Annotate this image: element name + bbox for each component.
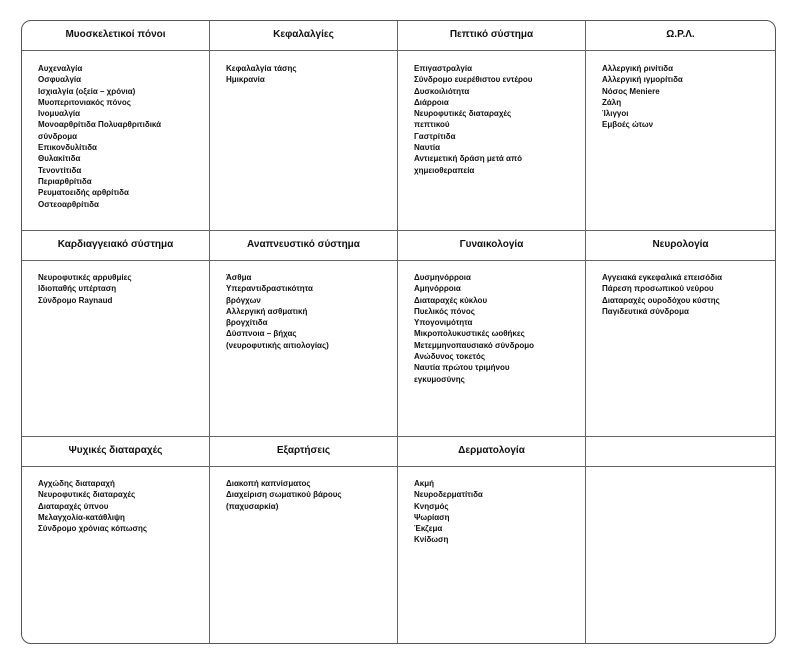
condition-item: Αμηνόρροια	[414, 284, 461, 294]
condition-item: Ίλιγγοι	[602, 109, 629, 119]
condition-item: Σύνδρομο ευερέθιστου εντέρου	[414, 75, 533, 85]
condition-item: Νευροφυτικές διαταραχές	[414, 109, 512, 119]
condition-item: Αλλεργική ασθματική	[226, 306, 308, 316]
condition-item: σύνδρομα	[38, 131, 78, 141]
condition-list	[210, 261, 397, 351]
condition-list	[586, 467, 775, 478]
condition-item: Αλλεργική ρινίτιδα	[602, 64, 674, 73]
category-cell	[398, 437, 586, 643]
condition-item: Μυοπεριτονιακός πόνος	[38, 97, 131, 107]
condition-list	[210, 467, 397, 512]
condition-item: Περιαρθρίτιδα	[38, 176, 92, 186]
category-title: Αναπνευστικό σύστημα	[210, 231, 397, 261]
category-cell	[586, 231, 775, 437]
category-cell	[22, 437, 210, 643]
condition-item: Επιγαστραλγία	[414, 64, 472, 73]
condition-item: Διαταραχές ουροδόχου κύστης	[602, 295, 720, 305]
condition-item: Οστεοαρθρίτιδα	[38, 199, 99, 209]
condition-item: Διαταραχές ύπνου	[38, 501, 109, 511]
condition-item: βρόγχων	[226, 295, 261, 305]
condition-item: Ψωρίαση	[414, 512, 450, 522]
condition-item: Πυελικός πόνος	[414, 306, 475, 316]
condition-item: Γαστρίτιδα	[414, 131, 456, 141]
condition-item: Αλλεργική ιγμορίτιδα	[602, 75, 683, 85]
condition-item: Σύνδρομο Raynaud	[38, 295, 113, 305]
condition-item: Αγγειακά εγκεφαλικά επεισόδια	[602, 273, 723, 282]
condition-list	[586, 51, 775, 131]
condition-item: Τενοντίτιδα	[38, 165, 82, 175]
condition-item: Ναυτία πρώτου τριμήνου	[414, 363, 510, 373]
condition-item: Εμβοές ώτων	[602, 120, 654, 130]
condition-item: Διάρροια	[414, 97, 449, 107]
condition-item: Διαταραχές κύκλου	[414, 295, 488, 305]
category-title: Νευρολογία	[586, 231, 775, 261]
condition-list	[22, 467, 209, 534]
condition-item: Οσφυαλγία	[38, 75, 82, 85]
category-cell	[586, 437, 775, 643]
condition-item: Ναυτία	[414, 143, 441, 153]
condition-item: Νευροφυτικές διαταραχές	[38, 490, 136, 500]
category-cell	[22, 231, 210, 437]
condition-item: Νευροδερματίτιδα	[414, 490, 483, 500]
conditions-table	[21, 20, 776, 644]
condition-item: Ζάλη	[602, 97, 622, 107]
condition-item: Ρευματοειδής αρθρίτιδα	[38, 188, 129, 198]
condition-list	[210, 51, 397, 86]
category-title: Γυναικολογία	[398, 231, 585, 261]
category-title: Ω.Ρ.Λ.	[586, 21, 775, 51]
category-cell	[398, 21, 586, 231]
condition-item: Ημικρανία	[226, 75, 265, 85]
condition-item: Κνίδωση	[414, 535, 449, 545]
category-cell	[210, 21, 398, 231]
condition-item: Παγιδευτικά σύνδρομα	[602, 306, 689, 316]
condition-item: Διακοπή καπνίσματος	[226, 479, 311, 488]
condition-item: Ινομυαλγία	[38, 109, 81, 119]
condition-item: Υπογονιμότητα	[414, 318, 473, 328]
condition-item: βρογχίτιδα	[226, 318, 268, 328]
condition-item: Μετεμμηνοπαυσιακό σύνδρομο	[414, 340, 535, 350]
condition-item: Πάρεση προσωπικού νεύρου	[602, 284, 714, 294]
condition-item: Άσθμα	[226, 273, 252, 282]
category-title: Εξαρτήσεις	[210, 437, 397, 467]
category-title	[586, 437, 775, 467]
condition-item: Αυχεναλγία	[38, 64, 83, 73]
category-title: Πεπτικό σύστημα	[398, 21, 585, 51]
category-cell	[210, 231, 398, 437]
condition-item: Αντιεμετική δράση μετά από	[414, 154, 522, 164]
category-title: Μυοσκελετικοί πόνοι	[22, 21, 209, 51]
condition-item: (νευροφυτικής αιτιολογίας)	[226, 340, 329, 350]
condition-list	[22, 261, 209, 306]
condition-list	[398, 51, 585, 176]
condition-item: Μονοαρθρίτιδα Πολυαρθριτιδικά	[38, 120, 162, 130]
condition-item: εγκυμοσύνης	[414, 374, 465, 384]
condition-item: Ανώδυνος τοκετός	[414, 352, 486, 362]
condition-list	[398, 261, 585, 385]
condition-item: πεπτικού	[414, 120, 450, 130]
condition-item: Νόσος Meniere	[602, 86, 660, 96]
condition-item: Ιδιοπαθής υπέρταση	[38, 284, 117, 294]
condition-item: Νευροφυτικές αρρυθμίες	[38, 273, 132, 282]
condition-item: Κνησμός	[414, 501, 449, 511]
condition-list	[398, 467, 585, 546]
condition-list	[22, 51, 209, 210]
condition-item: Δύσπνοια – βήχας	[226, 329, 297, 339]
condition-item: Υπεραντιδραστικότητα	[226, 284, 313, 294]
condition-item: Μικροπολυκυστικές ωοθήκες	[414, 329, 525, 339]
category-title: Κεφαλαλγίες	[210, 21, 397, 51]
category-cell	[586, 21, 775, 231]
condition-item: Επικονδυλίτιδα	[38, 143, 97, 153]
condition-list	[586, 261, 775, 317]
condition-item: Ακμή	[414, 479, 435, 488]
condition-item: Κεφαλαλγία τάσης	[226, 64, 297, 73]
condition-item: (παχυσαρκία)	[226, 501, 279, 511]
category-cell	[210, 437, 398, 643]
category-title: Ψυχικές διαταραχές	[22, 437, 209, 467]
condition-item: Δυσκοιλιότητα	[414, 86, 470, 96]
category-title: Δερματολογία	[398, 437, 585, 467]
condition-item: Αγχώδης διαταραχή	[38, 479, 115, 488]
condition-item: Δυσμηνόρροια	[414, 273, 471, 282]
category-cell	[398, 231, 586, 437]
condition-item: Σύνδρομο χρόνιας κόπωσης	[38, 524, 148, 534]
condition-item: Θυλακίτιδα	[38, 154, 81, 164]
category-cell	[22, 21, 210, 231]
condition-item: Διαχείριση σωματικού βάρους	[226, 490, 342, 500]
condition-item: Μελαγχολία-κατάθλιψη	[38, 512, 125, 522]
conditions-grid	[22, 21, 775, 643]
condition-item: Έκζεμα	[414, 524, 443, 534]
category-title: Καρδιαγγειακό σύστημα	[22, 231, 209, 261]
condition-item: Ισχιαλγία (οξεία – χρόνια)	[38, 86, 136, 96]
condition-item: χημειοθεραπεία	[414, 165, 475, 175]
